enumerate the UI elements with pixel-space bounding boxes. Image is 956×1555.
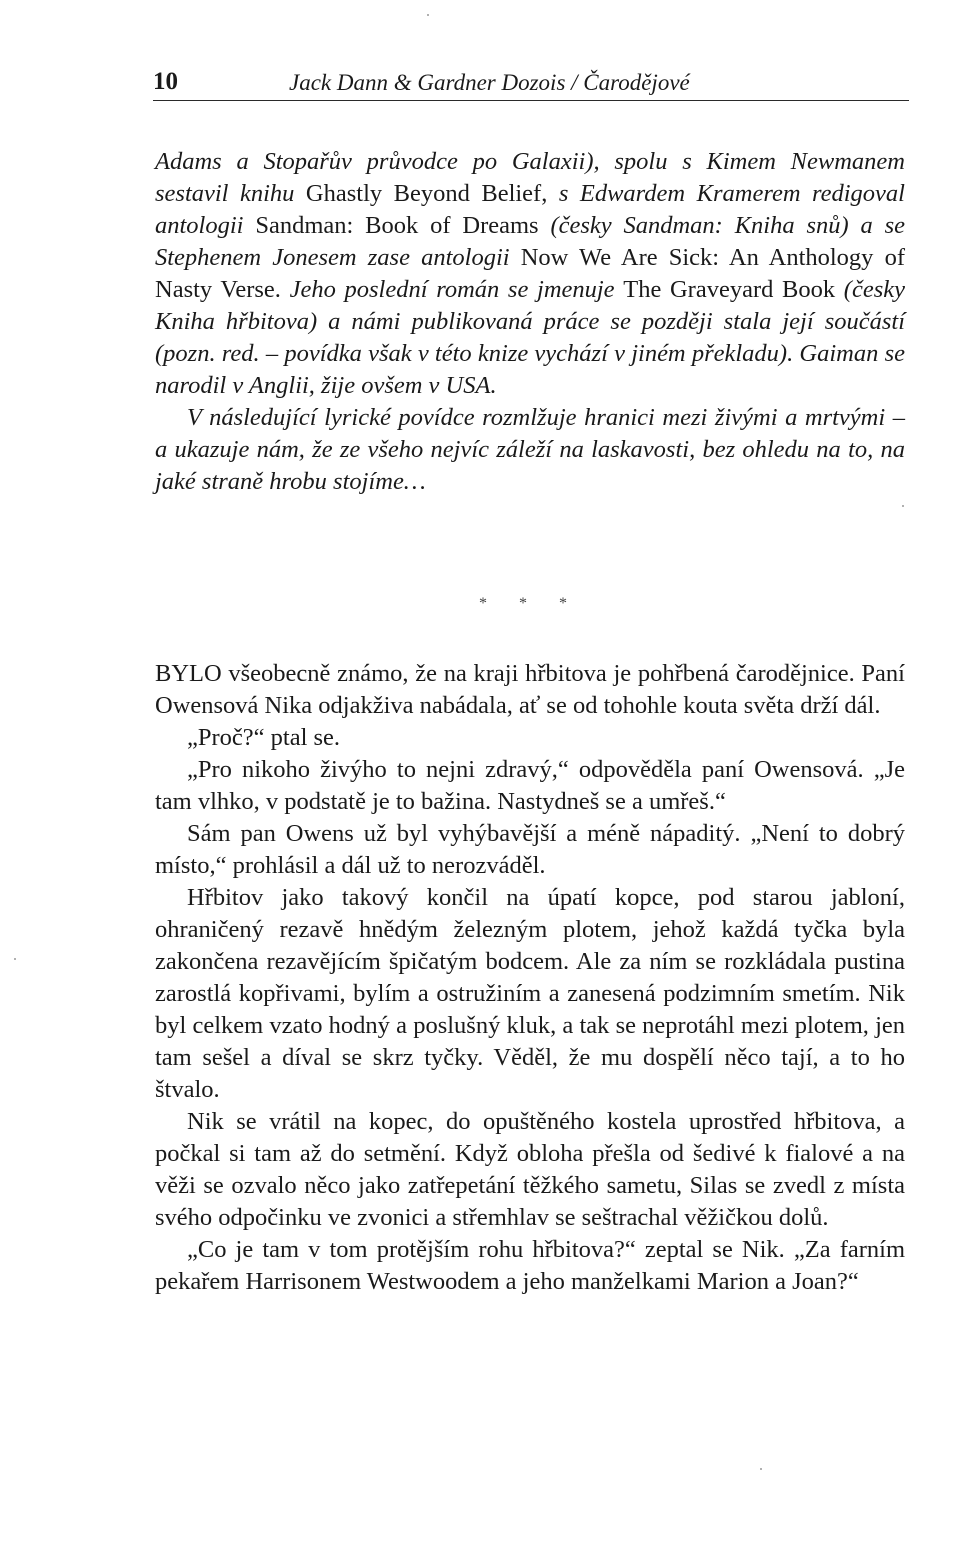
story-paragraph: „Co je tam v tom protějším rohu hřbitova?“ zeptal se Nik. „Za farním pekařem Harrisonem Westwoodem a jeho manželkami Marion a Joan?“ [155,1236,905,1295]
story-paragraph: Sám pan Owens už byl vyhýbavější a méně nápaditý. „Není to dobrý místo,“ prohlásil a dál už to nerozváděl. [155,820,905,879]
story-paragraph: BYLO všeobecně známo, že na kraji hřbitova je pohřbená čarodějnice. Paní Owensová Nika odjakživa nabádala, ať se od tohohle kouta světa drží dál. [155,660,905,719]
intro-paragraph-2: V následující lyrické povídce rozmlžuje hranici mezi živými a mrtvými – a ukazuje nám, že ze všeho nejvíc záleží na laskavosti, bez ohledu na to, na jaké straně hrobu stojíme… [155,404,905,495]
scan-speck [14,958,16,960]
intro-run: s Edwardem Kramerem redigoval antologii [155,180,905,239]
intro-paragraph-1 [155,146,905,402]
intro-run: Adams a Stopařův průvodce po Galaxii), spolu s Kimem Newmanem sestavil knihu [155,148,905,207]
book-title: The Graveyard Book [623,276,836,303]
story-text [155,658,905,1298]
section-separator: * * * [479,595,581,612]
running-head: Jack Dann & Gardner Dozois / Čarodějové [289,70,690,95]
story-paragraph: Hřbitov jako takový končil na úpatí kopce, pod starou jabloní, ohraničený rezavě hnědým železným plotem, jehož každá tyčka byla zakončena rezavějícím špičatým bodcem. Ale za ním se rozkládala pustina zarostlá kopřivami, bylím a ostružiním a zanesená podzimním smetím. Nik byl celkem vzato hodný a poslušný kluk, a tak se neprotáhl mezi plotem, jen tam sešel a díval se skrz tyčky. Věděl, že mu dospělí něco tají, a to ho štvalo. [155,884,905,1103]
page-header [153,66,909,101]
page-number: 10 [153,68,178,95]
story-paragraph: Nik se vrátil na kopec, do opuštěného kostela uprostřed hřbitova, a počkal si tam až do setmění. Když obloha přešla od šedivé k fialové a na věži se ozvalo něco jako zatřepetání těžkého sametu, Silas se zvedl z místa svého odpočinku ve zvonici a střemhlav se seštrachal věžičkou dolů. [155,1108,905,1231]
intro-run: (česky Sandman: Kniha snů) a se Stephenem Jonesem zase antologii [155,212,906,271]
scan-speck [902,505,904,507]
book-title: Sandman: Book of Dreams [255,212,539,239]
scan-speck [427,14,429,16]
scan-speck [760,1468,762,1470]
author-introduction [155,146,905,498]
book-title: Now We Are Sick: An Anthology of Nasty Verse. [155,244,905,303]
story-paragraph: „Proč?“ ptal se. [187,724,341,751]
intro-run: Jeho poslední román se jmenuje [280,276,624,303]
intro-run: (česky Kniha hřbitova) a námi publikovaná práce se později stala její součástí (pozn. red. – povídka však v této knize vychází v jiném překladu). Gaiman se narodil v Anglii, žije ovšem v USA. [155,276,905,399]
story-paragraph: „Pro nikoho živýho to nejni zdravý,“ odpověděla paní Owensová. „Je tam vlhko, v podstatě je to bažina. Nastydneš se a umřeš.“ [155,756,905,815]
book-title: Ghastly Beyond Belief, [305,180,548,207]
